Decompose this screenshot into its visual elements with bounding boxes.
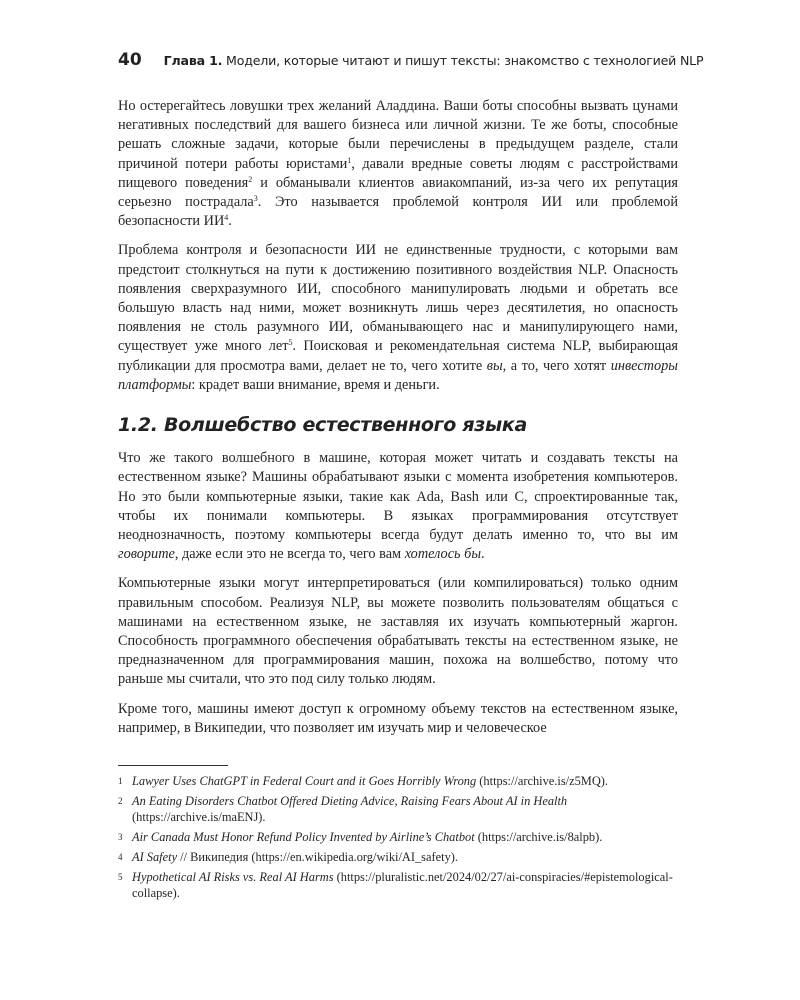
emphasis: говорите [118, 546, 175, 563]
paragraph-3 [118, 449, 678, 564]
footnote-ref-4[interactable]: 4 [224, 213, 229, 223]
footnote-link[interactable]: (https://archive.is/8alpb). [474, 830, 603, 844]
footnote-number: 2 [118, 796, 123, 806]
footnote-title: Lawyer Uses ChatGPT in Federal Court and it Goes Horribly Wrong [132, 774, 477, 788]
body-text [118, 97, 678, 748]
footnote-text [132, 773, 680, 789]
paragraph-1-text: Но остерегайтесь ловушки трех желаний Аладдина. Ваши боты способны вызвать цунами негативных последствий для вашего бизнеса или личной жизни. Те же боты, способные решать сложные задачи, которые были перечислены в предыдущем разделе, стали причиной потери работы юристами [118, 98, 678, 172]
footnote-text [132, 849, 680, 865]
footnote-title: AI Safety [132, 850, 178, 864]
footnote-text [132, 793, 680, 825]
paragraph-2-text: . Поисковая и рекомендательная система NLP, выбирающая публикации для просмотра вами, делает не то, чего хотите [118, 338, 678, 374]
paragraph-1-text: и обманывали клиентов авиакомпаний, из-за чего их репутация серьезно пострадала [118, 174, 678, 211]
footnote-link[interactable]: (https://archive.is/maENJ). [132, 810, 266, 824]
paragraph-1 [118, 97, 678, 231]
section-heading: 1.2. Волшебство естественного языка [118, 414, 528, 437]
paragraph-5: Кроме того, машины имеют доступ к огромному объему текстов на естественном языке, например, в Википедии, что позволяет им изучать мир и человеческое [118, 700, 678, 736]
footnote-ref-5[interactable]: 5 [288, 338, 293, 348]
page-number: 40 [118, 50, 142, 70]
footnote-text [132, 869, 680, 901]
chapter-title [164, 53, 704, 68]
footnote-item [118, 773, 680, 789]
footnote-link[interactable]: (https://pluralistic.net/2024/02/27/ai-conspiracies/#epistemological-collapse). [132, 870, 673, 900]
footnote-ref-3[interactable]: 3 [253, 194, 258, 204]
footnotes [118, 773, 680, 905]
footnote-text [132, 829, 680, 845]
emphasis: вы [486, 357, 503, 374]
paragraph-2-text: Проблема контроля и безопасности ИИ не единственные трудности, с которыми вам предстоит столкнуться на пути к достижению позитивного воздействия NLP. Опасность появления сверхразумного ИИ, способного манипулировать людьми и обретать все большую власть над ними, может возникнуть лишь через десятилетия, но опасность появления не столь разумного ИИ, обманывающего нас и манипулирующего нами, существует уже много лет [118, 242, 678, 355]
running-head [118, 50, 704, 70]
footnote-number: 4 [118, 852, 123, 862]
paragraph-3-text: . [481, 546, 485, 563]
footnote-divider [118, 765, 228, 766]
paragraph-3-text: , даже если это не всегда то, чего вам [174, 546, 405, 563]
paragraph-2-text: : крадет ваши внимание, время и деньги. [191, 376, 440, 393]
paragraph-1-text: . Это называется проблемой контроля ИИ или проблемой безопасности ИИ [118, 194, 678, 230]
footnote-link[interactable]: // Википедия (https://en.wikipedia.org/wiki/AI_safety). [177, 850, 458, 864]
paragraph-2-text: , а то, чего хотят [502, 357, 611, 374]
footnote-title: An Eating Disorders Chatbot Offered Dieting Advice, Raising Fears About AI in Health [132, 794, 568, 808]
footnote-number: 3 [118, 832, 123, 842]
footnote-item [118, 793, 680, 825]
footnote-title: Hypothetical AI Risks vs. Real AI Harms [132, 870, 334, 884]
footnote-ref-2[interactable]: 2 [248, 174, 253, 184]
footnote-item [118, 829, 680, 845]
footnote-ref-1[interactable]: 1 [347, 155, 352, 165]
chapter-label: Глава 1. [163, 53, 223, 68]
footnote-item [118, 849, 680, 865]
chapter-title-text: Модели, которые читают и пишут тексты: знакомство с технологией NLP [222, 53, 704, 68]
paragraph-2 [118, 241, 678, 395]
paragraph-1-text: , давали вредные советы людям с расстройствами пищевого поведения [118, 155, 678, 191]
paragraph-3-text: Что же такого волшебного в машине, которая может читать и создавать тексты на естественном языке? Машины обрабатывают языки с момента изобретения компьютеров. Но это были компьютерные языки, такие как Ada, Bash или C, спроектированные так, чтобы их понимали компьютеры. В языках программирования отсутствует неоднозначность, поэтому компьютеры всегда будут делать именно то, что вы им [118, 450, 678, 544]
footnote-number: 1 [118, 776, 123, 786]
footnote-link[interactable]: (https://archive.is/z5MQ). [476, 774, 608, 788]
emphasis: инвесторы платформы [118, 357, 678, 393]
footnote-title: Air Canada Must Honor Refund Policy Invented by Airline’s Chatbot [132, 830, 475, 844]
paragraph-1-text: . [228, 213, 232, 230]
paragraph-4: Компьютерные языки могут интерпретироваться (или компилироваться) только одним правильным способом. Реализуя NLP, вы можете позволить пользователям общаться с машинами на естественном языке, не заставляя их изучать компьютерный жаргон. Способность программного обеспечения обрабатывать тексты на естественном языке, не предназначенном для программирования машин, похожа на волшебство, потому что раньше мы считали, что это под силу только людям. [118, 575, 678, 688]
footnote-item [118, 869, 680, 901]
footnote-number: 5 [118, 872, 123, 882]
emphasis: хотелось бы [404, 546, 481, 563]
